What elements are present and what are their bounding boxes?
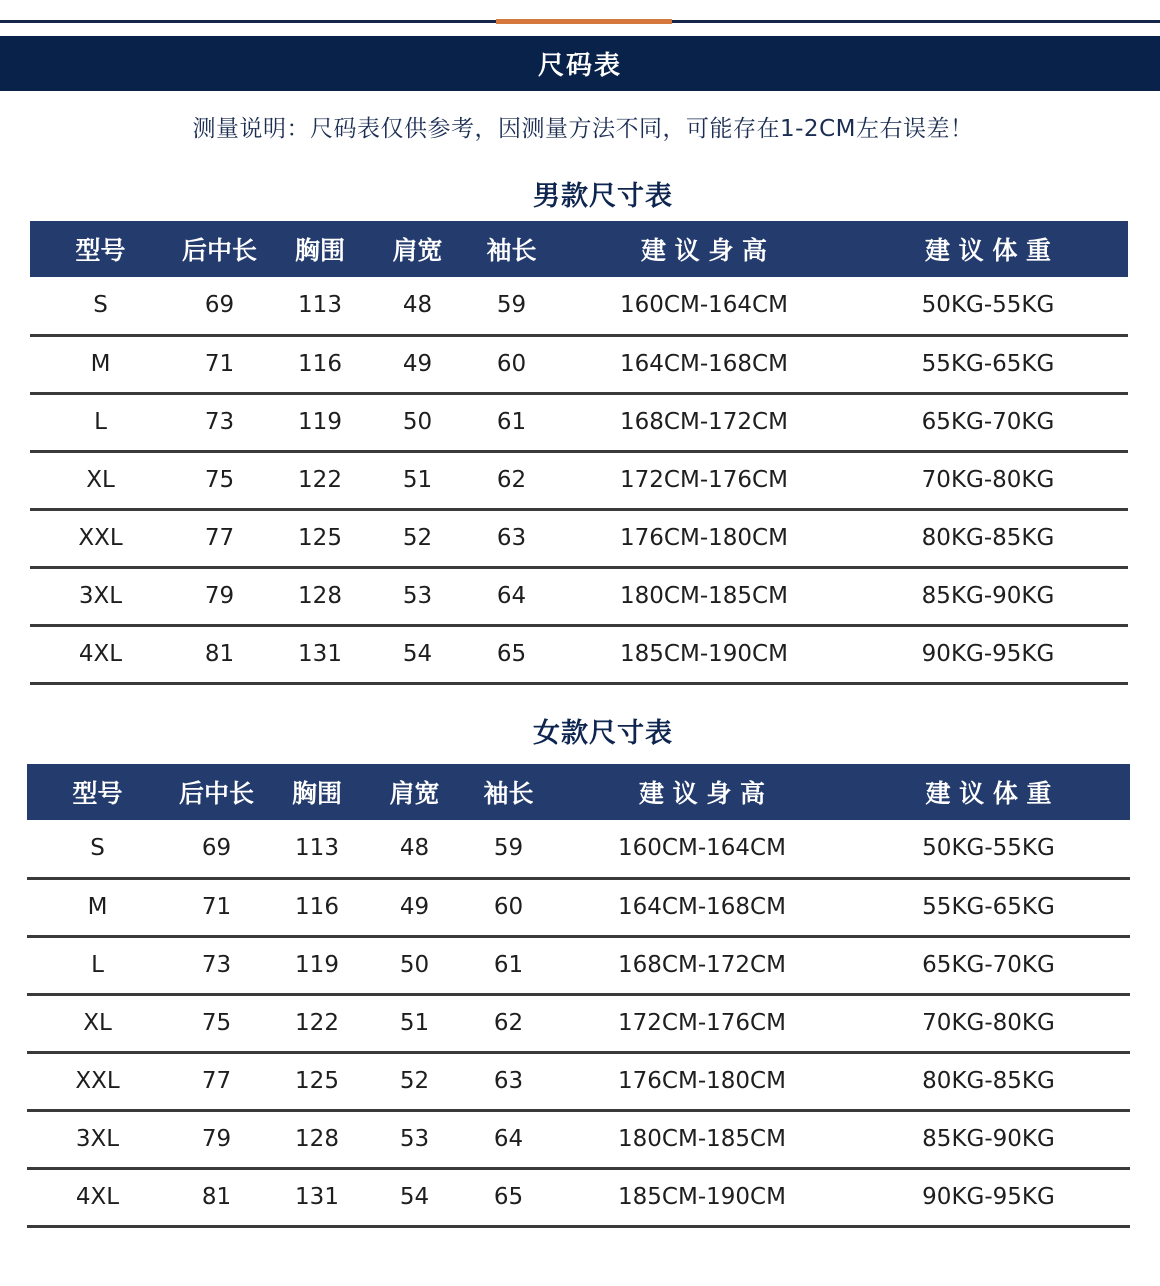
cell-height: 168CM-172CM bbox=[560, 393, 848, 451]
cell-size: 4XL bbox=[27, 1168, 168, 1226]
cell-height: 180CM-185CM bbox=[557, 1110, 847, 1168]
column-header-chest: 胸围 bbox=[294, 236, 345, 265]
cell-height: 172CM-176CM bbox=[557, 994, 847, 1052]
cell-sleeve: 62 bbox=[460, 994, 557, 1052]
cell-shoulder: 54 bbox=[369, 1168, 460, 1226]
cell-chest: 119 bbox=[268, 393, 372, 451]
cell-size: M bbox=[27, 878, 168, 936]
cell-weight: 85KG-90KG bbox=[847, 1110, 1130, 1168]
column-header-weight: 建 议 体 重 bbox=[925, 779, 1052, 808]
column-header-length: 后中长 bbox=[181, 236, 257, 265]
column-header-sleeve: 袖长 bbox=[483, 779, 534, 808]
table-header-row bbox=[30, 221, 1128, 277]
table-row bbox=[27, 1052, 1130, 1110]
cell-sleeve: 60 bbox=[460, 878, 557, 936]
cell-chest: 131 bbox=[265, 1168, 369, 1226]
column-header-sleeve: 袖长 bbox=[486, 236, 537, 265]
cell-height: 168CM-172CM bbox=[557, 936, 847, 994]
cell-sleeve: 65 bbox=[463, 625, 560, 683]
table-row bbox=[27, 936, 1130, 994]
cell-length: 71 bbox=[168, 878, 265, 936]
cell-sleeve: 65 bbox=[460, 1168, 557, 1226]
cell-height: 164CM-168CM bbox=[557, 878, 847, 936]
cell-chest: 125 bbox=[268, 509, 372, 567]
cell-shoulder: 50 bbox=[369, 936, 460, 994]
top-accent-bar bbox=[496, 19, 672, 24]
column-header-shoulder: 肩宽 bbox=[389, 779, 440, 808]
cell-size: 3XL bbox=[30, 567, 171, 625]
cell-length: 69 bbox=[171, 277, 268, 335]
cell-sleeve: 59 bbox=[463, 277, 560, 335]
cell-sleeve: 63 bbox=[460, 1052, 557, 1110]
women-table-title: 女款尺寸表 bbox=[533, 718, 673, 749]
cell-chest: 122 bbox=[265, 994, 369, 1052]
table-row bbox=[30, 567, 1128, 625]
table-row bbox=[27, 1168, 1130, 1226]
table-header-row bbox=[27, 764, 1130, 820]
cell-size: S bbox=[30, 277, 171, 335]
table-row bbox=[30, 393, 1128, 451]
cell-weight: 50KG-55KG bbox=[847, 820, 1130, 878]
cell-sleeve: 63 bbox=[463, 509, 560, 567]
cell-shoulder: 48 bbox=[372, 277, 463, 335]
cell-weight: 55KG-65KG bbox=[847, 878, 1130, 936]
cell-sleeve: 60 bbox=[463, 335, 560, 393]
cell-size: M bbox=[30, 335, 171, 393]
cell-size: S bbox=[27, 820, 168, 878]
cell-length: 75 bbox=[171, 451, 268, 509]
men-table-title: 男款尺寸表 bbox=[533, 181, 673, 212]
cell-height: 164CM-168CM bbox=[560, 335, 848, 393]
cell-size: XL bbox=[27, 994, 168, 1052]
cell-height: 160CM-164CM bbox=[560, 277, 848, 335]
cell-weight: 65KG-70KG bbox=[848, 393, 1128, 451]
cell-shoulder: 48 bbox=[369, 820, 460, 878]
cell-height: 176CM-180CM bbox=[560, 509, 848, 567]
cell-length: 81 bbox=[168, 1168, 265, 1226]
cell-length: 69 bbox=[168, 820, 265, 878]
cell-height: 160CM-164CM bbox=[557, 820, 847, 878]
cell-sleeve: 61 bbox=[463, 393, 560, 451]
cell-length: 81 bbox=[171, 625, 268, 683]
table-row bbox=[30, 335, 1128, 393]
table-row bbox=[30, 277, 1128, 335]
cell-chest: 128 bbox=[268, 567, 372, 625]
cell-sleeve: 62 bbox=[463, 451, 560, 509]
cell-shoulder: 53 bbox=[372, 567, 463, 625]
cell-height: 185CM-190CM bbox=[560, 625, 848, 683]
cell-weight: 65KG-70KG bbox=[847, 936, 1130, 994]
cell-shoulder: 52 bbox=[369, 1052, 460, 1110]
cell-chest: 119 bbox=[265, 936, 369, 994]
cell-weight: 70KG-80KG bbox=[848, 451, 1128, 509]
cell-sleeve: 59 bbox=[460, 820, 557, 878]
cell-weight: 80KG-85KG bbox=[847, 1052, 1130, 1110]
cell-sleeve: 61 bbox=[460, 936, 557, 994]
page-title: 尺码表 bbox=[537, 51, 622, 81]
cell-chest: 131 bbox=[268, 625, 372, 683]
cell-sleeve: 64 bbox=[463, 567, 560, 625]
table-row bbox=[30, 451, 1128, 509]
cell-length: 79 bbox=[168, 1110, 265, 1168]
cell-weight: 90KG-95KG bbox=[847, 1168, 1130, 1226]
cell-size: XXL bbox=[27, 1052, 168, 1110]
cell-weight: 90KG-95KG bbox=[848, 625, 1128, 683]
table-row bbox=[27, 1110, 1130, 1168]
cell-chest: 116 bbox=[265, 878, 369, 936]
table-row bbox=[27, 994, 1130, 1052]
women-size-table bbox=[27, 764, 1130, 1228]
cell-size: 3XL bbox=[27, 1110, 168, 1168]
cell-length: 71 bbox=[171, 335, 268, 393]
cell-shoulder: 53 bbox=[369, 1110, 460, 1168]
cell-length: 75 bbox=[168, 994, 265, 1052]
women-table-body bbox=[27, 820, 1130, 1226]
cell-length: 77 bbox=[171, 509, 268, 567]
cell-shoulder: 49 bbox=[369, 878, 460, 936]
cell-chest: 125 bbox=[265, 1052, 369, 1110]
cell-size: XL bbox=[30, 451, 171, 509]
cell-shoulder: 54 bbox=[372, 625, 463, 683]
column-header-height: 建 议 身 高 bbox=[640, 236, 768, 265]
page-title-bar bbox=[0, 36, 1160, 91]
column-header-height: 建 议 身 高 bbox=[638, 779, 766, 808]
cell-weight: 55KG-65KG bbox=[848, 335, 1128, 393]
cell-size: 4XL bbox=[30, 625, 171, 683]
cell-shoulder: 50 bbox=[372, 393, 463, 451]
measurement-note: 测量说明：尺码表仅供参考，因测量方法不同，可能存在1-2CM左右误差！ bbox=[192, 116, 974, 142]
cell-length: 77 bbox=[168, 1052, 265, 1110]
column-header-shoulder: 肩宽 bbox=[392, 236, 443, 265]
cell-shoulder: 52 bbox=[372, 509, 463, 567]
cell-length: 73 bbox=[168, 936, 265, 994]
cell-chest: 113 bbox=[265, 820, 369, 878]
men-size-table bbox=[30, 221, 1128, 685]
cell-weight: 85KG-90KG bbox=[848, 567, 1128, 625]
column-header-size: 型号 bbox=[72, 779, 123, 808]
cell-height: 176CM-180CM bbox=[557, 1052, 847, 1110]
men-table-body bbox=[30, 277, 1128, 683]
cell-chest: 122 bbox=[268, 451, 372, 509]
cell-size: L bbox=[30, 393, 171, 451]
column-header-length: 后中长 bbox=[178, 779, 254, 808]
cell-size: L bbox=[27, 936, 168, 994]
cell-chest: 128 bbox=[265, 1110, 369, 1168]
cell-weight: 50KG-55KG bbox=[848, 277, 1128, 335]
cell-shoulder: 49 bbox=[372, 335, 463, 393]
cell-size: XXL bbox=[30, 509, 171, 567]
cell-chest: 116 bbox=[268, 335, 372, 393]
table-row bbox=[27, 820, 1130, 878]
cell-length: 79 bbox=[171, 567, 268, 625]
cell-length: 73 bbox=[171, 393, 268, 451]
column-header-chest: 胸围 bbox=[291, 779, 342, 808]
table-row bbox=[27, 878, 1130, 936]
column-header-size: 型号 bbox=[75, 236, 126, 265]
cell-height: 185CM-190CM bbox=[557, 1168, 847, 1226]
table-row bbox=[30, 625, 1128, 683]
cell-height: 172CM-176CM bbox=[560, 451, 848, 509]
cell-shoulder: 51 bbox=[372, 451, 463, 509]
cell-chest: 113 bbox=[268, 277, 372, 335]
cell-weight: 70KG-80KG bbox=[847, 994, 1130, 1052]
column-header-weight: 建 议 体 重 bbox=[924, 236, 1052, 265]
cell-height: 180CM-185CM bbox=[560, 567, 848, 625]
cell-weight: 80KG-85KG bbox=[848, 509, 1128, 567]
cell-shoulder: 51 bbox=[369, 994, 460, 1052]
cell-sleeve: 64 bbox=[460, 1110, 557, 1168]
table-row bbox=[30, 509, 1128, 567]
